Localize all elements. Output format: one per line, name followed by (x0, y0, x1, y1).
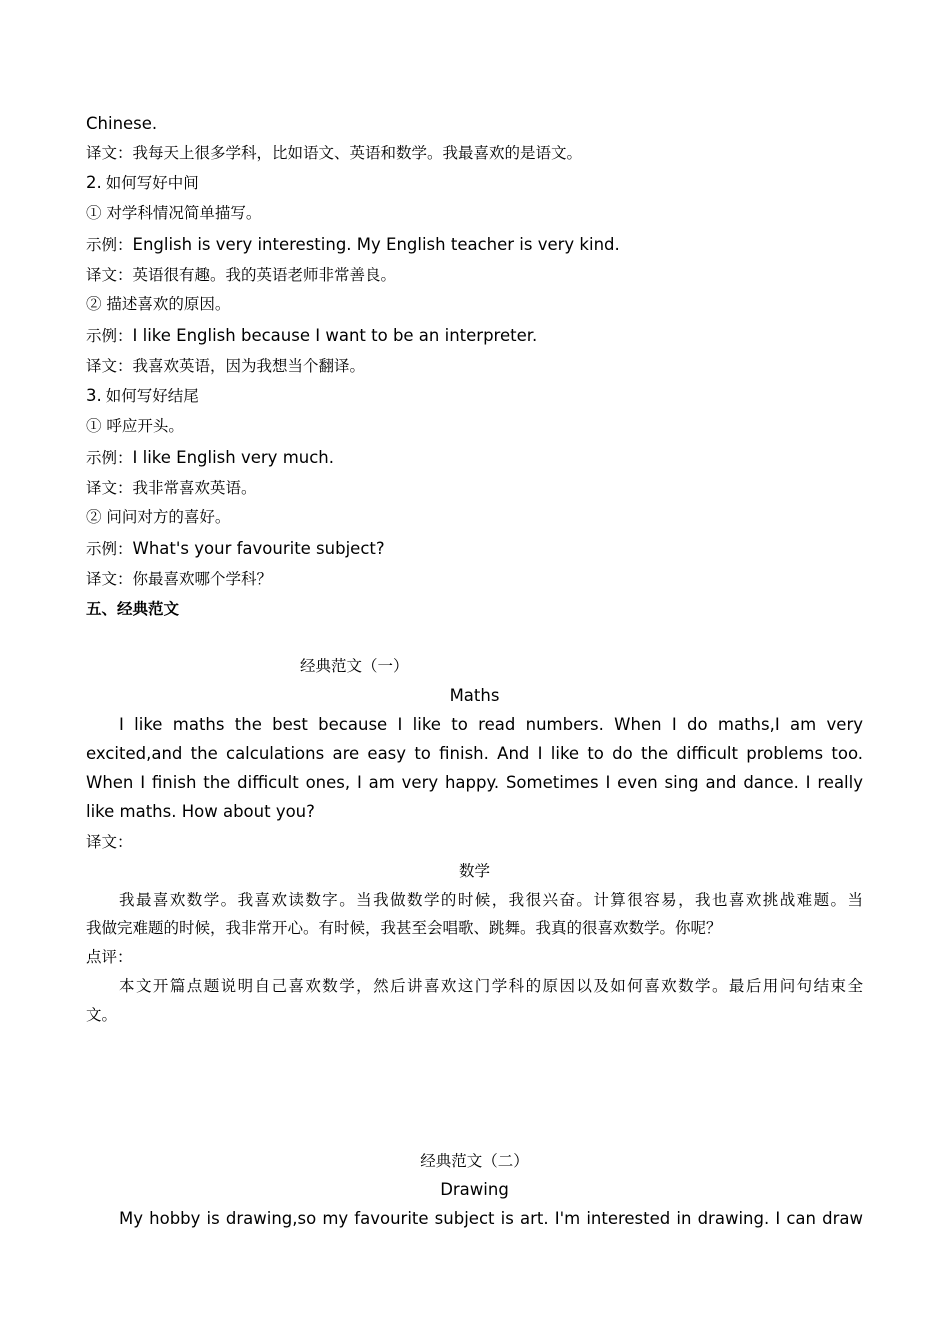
middle-translation-2: 译文：我喜欢英语，因为我想当个翻译。 (86, 357, 366, 375)
example-text: What's your favourite subject? (132, 539, 385, 558)
ending-translation-2: 译文：你最喜欢哪个学科？ (86, 570, 273, 588)
middle-translation-1: 译文：英语很有趣。我的英语老师非常善良。 (86, 266, 397, 284)
essay-1-label: 经典范文（一） (300, 657, 409, 675)
example-text: I like English very much. (132, 448, 334, 467)
essay-2-label: 经典范文（二） (420, 1152, 529, 1170)
essay-2-line-1: My hobby is drawing,so my favourite subject is art. I'm interested in drawing. I can draw (119, 1209, 863, 1228)
essay-1-title-zh: 数学 (458, 862, 490, 880)
essay-2-title: Drawing (440, 1180, 509, 1199)
comment-line-2: 文。 (86, 1006, 118, 1024)
middle-point-2: ② 描述喜欢的原因。 (86, 295, 231, 313)
ending-example-1 (86, 450, 334, 467)
example-label: 示例： (86, 327, 133, 345)
ending-translation-1: 译文：我非常喜欢英语。 (86, 479, 257, 497)
middle-heading (86, 175, 199, 192)
ending-example-2 (86, 541, 385, 558)
translation-line: 译文：我每天上很多学科，比如语文、英语和数学。我最喜欢的是语文。 (86, 144, 583, 162)
heading-text: 如何写好结尾 (105, 387, 199, 405)
example-text: I like English because I want to be an interpreter. (132, 326, 538, 345)
comment-label: 点评： (86, 948, 133, 966)
continued-text: Chinese. (86, 114, 158, 133)
example-text: English is very interesting. My English teacher is very kind. (132, 235, 620, 254)
essay-1-zh-line-1: 我最喜欢数学。我喜欢读数字。当我做数学的时候，我很兴奋。计算很容易，我也喜欢挑战难题。当 (119, 891, 863, 909)
example-label: 示例： (86, 449, 133, 467)
middle-point-1: ① 对学科情况简单描写。 (86, 204, 262, 222)
essay-1-line-1: I like maths the best because I like to read numbers. When I do maths,I am very (119, 715, 863, 734)
example-label: 示例： (86, 540, 133, 558)
middle-example-1 (86, 237, 620, 254)
essay-1-line-2: excited,and the calculations are easy to finish. And I like to do the difficult problems too. (86, 744, 863, 763)
middle-example-2 (86, 328, 537, 345)
ending-point-1: ① 呼应开头。 (86, 417, 184, 435)
essay-1-zh-line-2: 我做完难题的时候，我非常开心。有时候，我甚至会唱歌、跳舞。我真的很喜欢数学。你呢？ (86, 919, 722, 937)
essay-1-title: Maths (449, 686, 500, 705)
essay-1-line-3: When I finish the difficult ones, I am very happy. Sometimes I even sing and dance. I really (86, 773, 863, 792)
translation-label: 译文： (86, 833, 133, 851)
essay-1-line-4: like maths. How about you? (86, 802, 315, 821)
section-heading: 五、经典范文 (86, 599, 180, 618)
heading-number: 2. (86, 173, 102, 192)
ending-point-2: ② 问问对方的喜好。 (86, 508, 231, 526)
heading-number: 3. (86, 386, 102, 405)
heading-text: 如何写好中间 (105, 174, 199, 192)
example-label: 示例： (86, 236, 133, 254)
ending-heading (86, 388, 199, 405)
comment-line-1: 本文开篇点题说明自己喜欢数学，然后讲喜欢这门学科的原因以及如何喜欢数学。最后用问句结束全 (119, 977, 863, 995)
